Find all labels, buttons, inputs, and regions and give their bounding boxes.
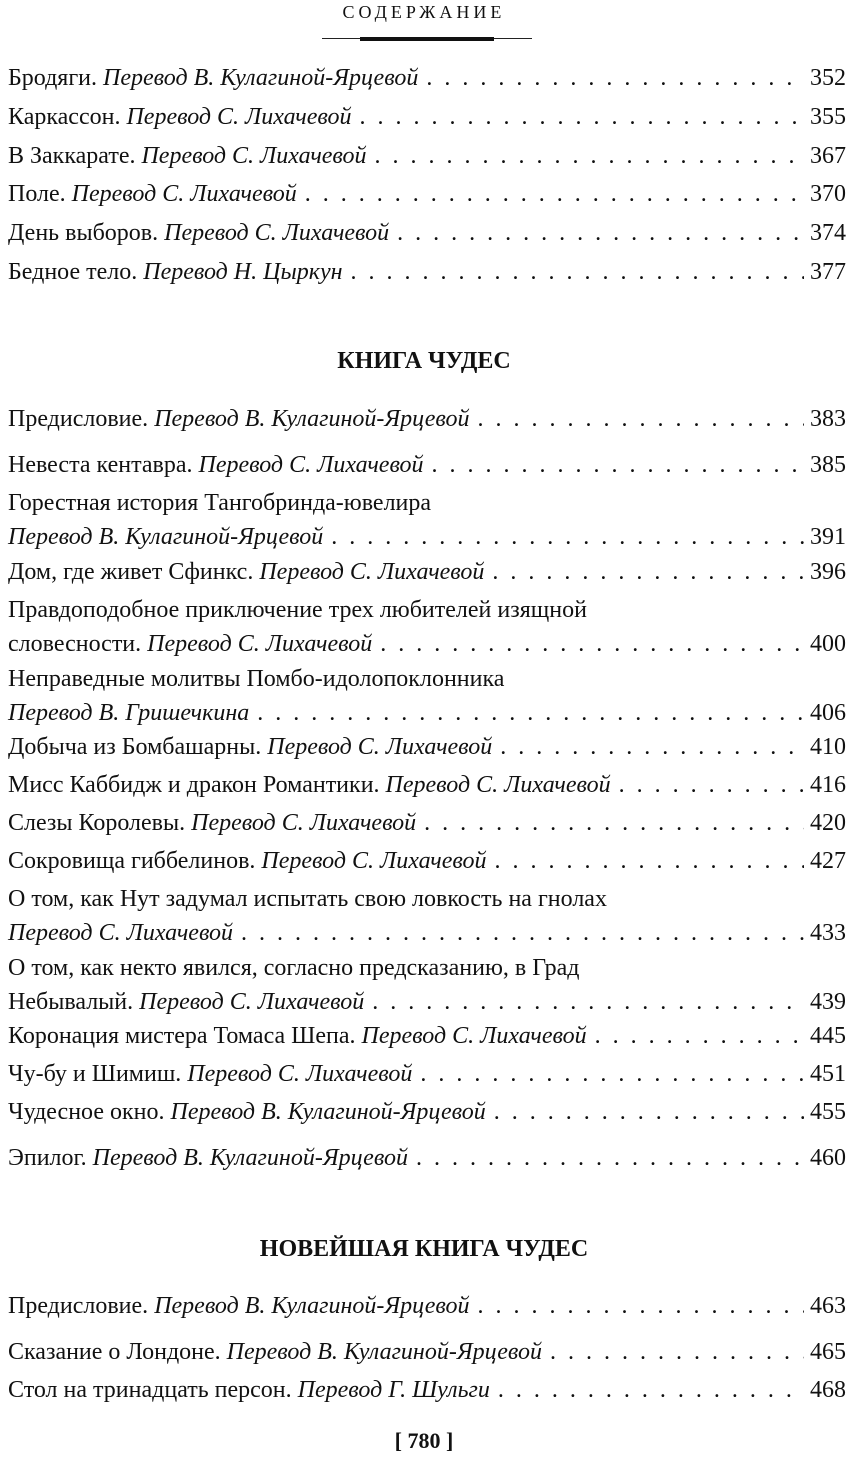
toc-entry[interactable]: [8, 61, 846, 95]
entry-translator: Перевод В. Гришечкина: [8, 700, 250, 726]
entry-translator: Перевод С. Лихачевой: [141, 143, 367, 169]
entry-title: Чу-бу и Шимиш.: [8, 1061, 182, 1087]
leader-dots: [420, 1057, 804, 1091]
toc-entry[interactable]: [8, 1373, 846, 1407]
entry-translator: Перевод В. Кулагиной-Ярцевой: [92, 1145, 408, 1171]
entry-translator: Перевод В. Кулагиной-Ярцевой: [170, 1099, 486, 1125]
toc-entry[interactable]: [8, 255, 846, 289]
toc-entry[interactable]: [8, 1141, 846, 1175]
toc-entry[interactable]: [8, 177, 846, 211]
entry-page: 396: [810, 559, 846, 585]
entry-translator: Перевод В. Кулагиной-Ярцевой: [154, 406, 470, 432]
toc-entry[interactable]: [8, 1335, 846, 1369]
entry-title: Бродяги.: [8, 65, 98, 91]
entry-title: Коронация мистера Томаса Шепа.: [8, 1023, 356, 1049]
entry-translator: Перевод С. Лихачевой: [147, 631, 373, 657]
entry-translator: Перевод С. Лихачевой: [261, 848, 487, 874]
entry-title: Дом, где живет Сфинкс.: [8, 559, 254, 585]
toc-entry[interactable]: [8, 139, 846, 173]
toc-entry[interactable]: [8, 1095, 846, 1129]
entry-title-line: О том, как некто явился, согласно предсказанию, в Град: [8, 955, 580, 981]
entry-page: 468: [810, 1377, 846, 1403]
entry-translator: Перевод С. Лихачевой: [71, 181, 297, 207]
leader-dots: [375, 139, 804, 173]
section-title: НОВЕЙШАЯ КНИГА ЧУДЕС: [259, 1236, 589, 1262]
leader-dots: [360, 100, 805, 134]
leader-dots: [257, 696, 804, 730]
entry-title: О том, как Нут задумал испытать свою ловкость на гнолах: [8, 886, 607, 912]
leader-dots: [424, 806, 804, 840]
entry-title: Каркассон.: [8, 104, 121, 130]
toc-entry[interactable]: [8, 1019, 846, 1053]
leader-dots: [550, 1335, 804, 1369]
entry-title: Чудесное окно.: [8, 1099, 165, 1125]
entry-page: 420: [810, 810, 846, 836]
entry-title: Эпилог.: [8, 1145, 87, 1171]
entry-page: 416: [810, 772, 846, 798]
entry-translator: Перевод С. Лихачевой: [126, 104, 352, 130]
entry-page: 439: [810, 989, 846, 1015]
entry-title: Горестная история Тангобринда-ювелира: [8, 490, 432, 516]
entry-title: Стол на тринадцать персон.: [8, 1377, 292, 1403]
toc-entry[interactable]: [8, 730, 846, 764]
head-rule-ornament: [360, 37, 494, 41]
entry-page: 433: [810, 920, 846, 946]
toc-entry[interactable]: [8, 882, 846, 950]
entry-title-line: Правдоподобное приключение трех любителей изящной: [8, 597, 587, 623]
leader-dots: [494, 844, 804, 878]
entry-translator: Перевод Г. Шульги: [297, 1377, 490, 1403]
leader-dots: [477, 402, 804, 436]
leader-dots: [372, 985, 804, 1019]
entry-page: 427: [810, 848, 846, 874]
toc-entry[interactable]: [8, 448, 846, 482]
leader-dots: [241, 916, 804, 950]
entry-translator: Перевод С. Лихачевой: [361, 1023, 587, 1049]
entry-title: Слезы Королевы.: [8, 810, 186, 836]
leader-dots: [305, 177, 804, 211]
entry-translator: Перевод Н. Цыркун: [143, 259, 343, 285]
leader-dots: [595, 1019, 804, 1053]
leader-dots: [397, 216, 804, 250]
entry-page: 355: [810, 104, 846, 130]
entry-page: 400: [810, 631, 846, 657]
entry-page: 460: [810, 1145, 846, 1171]
entry-page: 451: [810, 1061, 846, 1087]
toc-entry[interactable]: [8, 402, 846, 436]
entry-translator: Перевод С. Лихачевой: [139, 989, 365, 1015]
entry-translator: Перевод В. Кулагиной-Ярцевой: [103, 65, 419, 91]
toc-entry[interactable]: [8, 806, 846, 840]
entry-translator: Перевод С. Лихачевой: [267, 734, 493, 760]
entry-title: Поле.: [8, 181, 66, 207]
entry-page: 370: [810, 181, 846, 207]
entry-page: 367: [810, 143, 846, 169]
entry-page: 463: [810, 1293, 846, 1319]
entry-page: 374: [810, 220, 846, 246]
entry-page: 455: [810, 1099, 846, 1125]
entry-page: 465: [810, 1339, 846, 1365]
entry-page: 383: [810, 406, 846, 432]
toc-entry[interactable]: [8, 768, 846, 802]
entry-page: 445: [810, 1023, 846, 1049]
leader-dots: [500, 730, 804, 764]
leader-dots: [351, 255, 805, 289]
entry-title: Бедное тело.: [8, 259, 138, 285]
entry-page: 391: [810, 524, 846, 550]
toc-entry[interactable]: [8, 844, 846, 878]
leader-dots: [380, 627, 804, 661]
toc-entry[interactable]: [8, 1289, 846, 1323]
leader-dots: [331, 520, 804, 554]
running-head: СОДЕРЖАНИЕ: [342, 2, 506, 22]
toc-entry[interactable]: [8, 555, 846, 589]
entry-page: 377: [810, 259, 846, 285]
toc-entry[interactable]: [8, 216, 846, 250]
leader-dots: [492, 555, 804, 589]
leader-dots: [477, 1289, 804, 1323]
entry-translator: Перевод С. Лихачевой: [385, 772, 611, 798]
toc-entry[interactable]: [8, 951, 846, 1019]
entry-translator: Перевод С. Лихачевой: [259, 559, 485, 585]
entry-page: 406: [810, 700, 846, 726]
entry-translator: Перевод С. Лихачевой: [191, 810, 417, 836]
leader-dots: [619, 768, 804, 802]
entry-title: Предисловие.: [8, 1293, 149, 1319]
entry-title: Неправедные молитвы Помбо-идолопоклонника: [8, 666, 505, 692]
toc-entry[interactable]: [8, 100, 846, 134]
entry-title: Небывалый.: [8, 989, 134, 1015]
toc-entry[interactable]: [8, 662, 846, 730]
entry-title: Сокровища гиббелинов.: [8, 848, 256, 874]
entry-title: Мисс Каббидж и дракон Романтики.: [8, 772, 380, 798]
leader-dots: [426, 61, 804, 95]
entry-title: Невеста кентавра.: [8, 452, 193, 478]
leader-dots: [494, 1095, 804, 1129]
entry-translator: Перевод С. Лихачевой: [164, 220, 390, 246]
toc-entry[interactable]: [8, 486, 846, 554]
entry-translator: Перевод С. Лихачевой: [187, 1061, 413, 1087]
toc-entry[interactable]: [8, 1057, 846, 1091]
page-number: [ 780 ]: [394, 1428, 454, 1453]
entry-page: 385: [810, 452, 846, 478]
entry-title: В Заккарате.: [8, 143, 136, 169]
leader-dots: [416, 1141, 804, 1175]
entry-translator: Перевод В. Кулагиной-Ярцевой: [154, 1293, 470, 1319]
entry-title: Добыча из Бомбашарны.: [8, 734, 262, 760]
entry-translator: Перевод В. Кулагиной-Ярцевой: [226, 1339, 542, 1365]
entry-translator: Перевод В. Кулагиной-Ярцевой: [8, 524, 324, 550]
entry-title: словесности.: [8, 631, 142, 657]
entry-title: Предисловие.: [8, 406, 149, 432]
leader-dots: [498, 1373, 804, 1407]
entry-page: 410: [810, 734, 846, 760]
entry-translator: Перевод С. Лихачевой: [198, 452, 424, 478]
entry-translator: Перевод С. Лихачевой: [8, 920, 234, 946]
toc-entry[interactable]: [8, 593, 846, 661]
entry-page: 352: [810, 65, 846, 91]
entry-title: Сказание о Лондоне.: [8, 1339, 221, 1365]
leader-dots: [432, 448, 804, 482]
entry-title: День выборов.: [8, 220, 159, 246]
section-title: КНИГА ЧУДЕС: [337, 348, 511, 374]
